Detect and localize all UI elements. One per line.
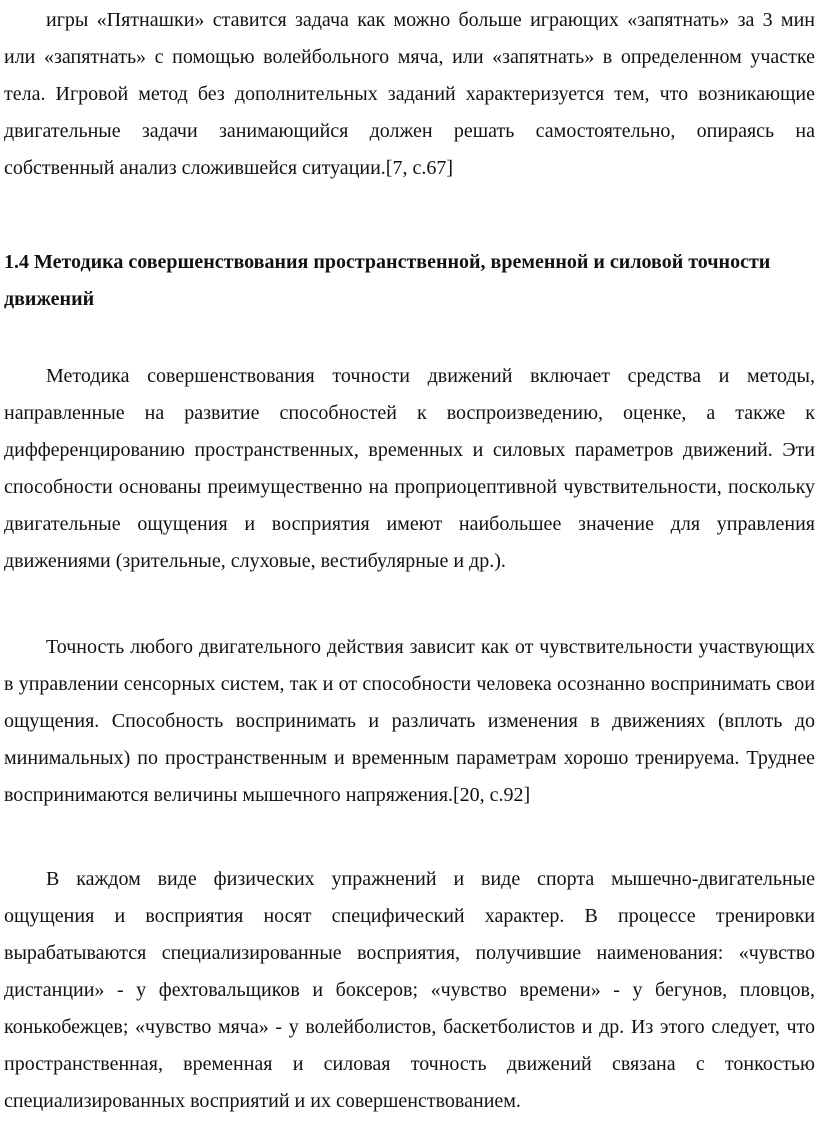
- paragraph-3: В каждом виде физических упражнений и виде спорта мышечно-двигательные ощущения и восприятия носят специфический характер. В процессе тренировки вырабатываются специализированные восприятия, получившие наименования: «чувство дистанции» - у фехтовальщиков и боксеров; «чувство времени» - у бегунов, пловцов, конькобежцев; «чувство мяча» - у волейболистов, баскетболистов и др. Из этого следует, что пространственная, временная и силовая точность движений связана с тонкостью специализированных восприятий и их совершенствованием.: [4, 868, 815, 1112]
- paragraph-1: Методика совершенствования точности движений включает средства и методы, направленные на развитие способностей к воспроизведению, оценке, а также к дифференцированию пространственных, временных и силовых параметров движений. Эти способности основаны преимущественно на проприоцептивной чувствительности, поскольку двигательные ощущения и восприятия имеют наибольшее значение для управления движениями (зрительные, слуховые, вестибулярные и др.).: [4, 365, 815, 572]
- paragraph-2: Точность любого двигательного действия зависит как от чувствительности участвующих в управлении сенсорных систем, так и от способности человека осознанно воспринимать свои ощущения. Способность воспринимать и различать изменения в движениях (вплоть до минимальных) по пространственным и временным параметрам хорошо тренируема. Труднее воспринимаются величины мышечного напряжения.[20, с.92]: [4, 636, 815, 806]
- paragraph-continuation: игры «Пятнашки» ставится задача как можно больше играющих «запятнать» за 3 мин или «запятнать» с помощью волейбольного мяча, или «запятнать» в определенном участке тела. Игровой метод без дополнительных заданий характеризуется тем, что возникающие двигательные задачи занимающийся должен решать самостоятельно, опираясь на собственный анализ сложившейся ситуации.[7, с.67]: [4, 9, 815, 179]
- section-heading: 1.4 Методика совершенствования пространственной, временной и силовой точности движений: [4, 251, 771, 310]
